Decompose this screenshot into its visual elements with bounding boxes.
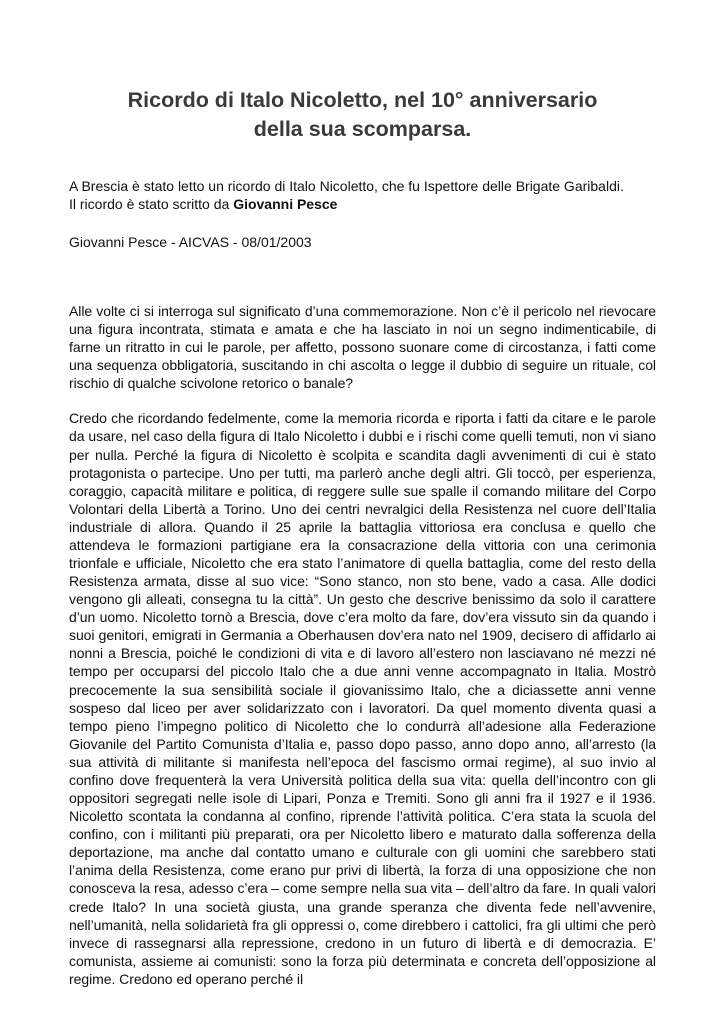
title-line-2: della sua scomparsa.: [253, 117, 472, 141]
document-title: [69, 86, 656, 144]
intro-line-1: A Brescia è stato letto un ricordo di Italo Nicoletto, che fu Ispettore delle Brigate Garibaldi.: [69, 178, 624, 194]
paragraph: Credo che ricordando fedelmente, come la memoria ricorda e riporta i fatti da citare e le parole da usare, nel caso della figura di Italo Nicoletto i dubbi e i rischi come quelli temuti, non vi siano per nulla. Perché la figura di Nicoletto è scolpita e scandita dagli avvenimenti di cui è stato protagonista o partecipe. Uno per tutti, ma parlerò anche degli altri. Gli toccò, per esperienza, coraggio, capacità militare e politica, di reggere sulle sue spalle il comando militare del Corpo Volontari della Libertà a Torino. Uno dei centri nevralgici della Resistenza nel cuore dell’Italia industriale di allora. Quando il 25 aprile la battaglia vittoriosa era conclusa e quello che attendeva le formazioni partigiane era la consacrazione della vittoria con una cerimonia trionfale e ufficiale, Nicoletto che era stato l’animatore di quella battaglia, come del resto della Resistenza armata, disse al suo vice: “Sono stanco, non sto bene, vado a casa. Alle dodici vengono gli alleati, consegna tu la città”. Un gesto che descrive benissimo da solo il carattere d’un uomo. Nicoletto tornò a Brescia, dove c’era molto da fare, dov’era vissuto sin da quando i suoi genitori, emigrati in Germania a Oberhausen dov’era nato nel 1909, decisero di affidarlo ai nonni a Brescia, poiché le condizioni di vita e di lavoro all’estero non lasciavano né mezzi né tempo per occuparsi del piccolo Italo che a due anni venne accompagnato in Italia. Mostrò precocemente la sua sensibilità sociale il giovanissimo Italo, che a diciassette anni venne sospeso dal liceo per aver solidarizzato con i lavoratori. Da quel momento diventa quasi a tempo pieno l’impegno politico di Nicoletto che lo condurrà all’adesione alla Federazione Giovanile del Partito Comunista d’Italia e, passo dopo passo, anno dopo anno, all’arresto (la sua attività di militante si manifesta nell’epoca del fascismo ormai regime), al suo invio al confino dove frequenterà la vera Università politica della sua vita: quella dell’incontro con gli oppositori segregati nelle isole di Lipari, Ponza e Tremiti. Sono gli anni fra il 1927 e il 1936. Nicoletto scontata la condanna al confino, riprende l’attività politica. C’era stata la scuola del confino, con i militanti più preparati, ora per Nicoletto libero e maturato dalla sofferenza della deportazione, ma anche dal contatto umano e culturale con gli uomini che sarebbero stati l’anima della Resistenza, come erano pur privi di libertà, la forza di una opposizione che non conosceva la resa, adesso c’era – come sempre nella sua vita – dell’altro da fare. In quali valori crede Italo? In una società giusta, una grande speranza che diventa fede nell’avvenire, nell’umanità, nella solidarietà fra gli oppressi o, come direbbero i cattolici, fra gli ultimi che però invece di rassegnarsi alla repressione, credono in un futuro di libertà e di democrazia. E’ comunista, assieme ai comunisti: sono la forza più determinata e concreta dell’opposizione al regime. Credono ed operano perché il: [69, 410, 656, 987]
intro-prefix: Il ricordo è stato scritto da: [69, 196, 234, 212]
paragraph: Alle volte ci si interroga sul significato d’una commemorazione. Non c’è il pericolo nel rievocare una figura incontrata, stimata e amata e che ha lasciato in noi un segno indimenticabile, di farne un ritratto in cui le parole, per affetto, possono suonare come di circostanza, i fatti come una sequenza obbligatoria, suscitando in chi ascolta o legge il dubbio di seguire un rituale, col rischio di qualche scivolone retorico o banale?: [69, 303, 656, 392]
document-page: [69, 86, 656, 1005]
intro-author: Giovanni Pesce: [233, 196, 338, 212]
title-line-1: Ricordo di Italo Nicoletto, nel 10° anniversario: [127, 88, 598, 112]
article-body: [69, 302, 656, 988]
byline: Giovanni Pesce - AICVAS - 08/01/2003: [69, 234, 312, 250]
intro-block: [69, 177, 656, 213]
intro-line-2: [69, 195, 656, 213]
